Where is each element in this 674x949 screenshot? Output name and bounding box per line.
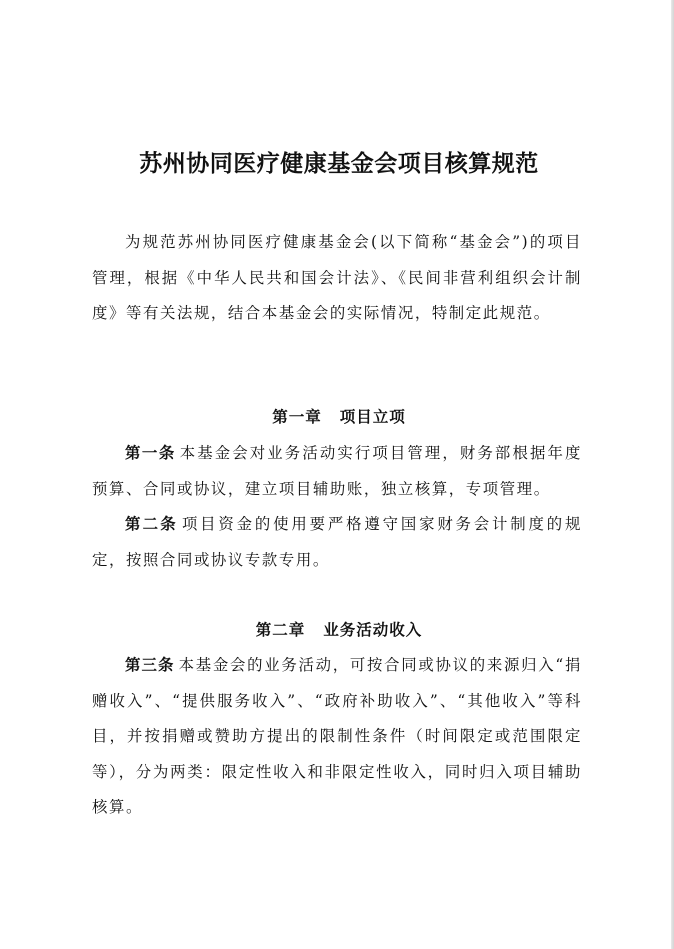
article-1-text: 本基金会对业务活动实行项目管理，财务部根据年度预算、合同或协议，建立项目辅助账，独立核算，专项管理。 (92, 444, 582, 498)
article-2-text: 项目资金的使用要严格遵守国家财务会计制度的规定，按照合同或协议专款专用。 (92, 515, 582, 569)
article-3-text: 本基金会的业务活动，可按合同或协议的来源归入“捐赠收入”、“提供服务收入”、“政府补助收入”、“其他收入”等科目，并按捐赠或赞助方提出的限制性条件（时间限定或范围限定等），分为两类：限定性收入和非限定性收入，同时归入项目辅助核算。 (92, 656, 582, 816)
article-1-label: 第一条 (125, 444, 176, 462)
chapter-2-heading (92, 615, 586, 645)
document-title: 苏州协同医疗健康基金会项目核算规范 (139, 150, 539, 177)
article-2-paragraph (92, 507, 582, 578)
article-1-paragraph (92, 436, 582, 507)
chapter-1-heading (92, 402, 586, 432)
preamble-paragraph: 为规范苏州协同医疗健康基金会(以下简称“基金会”)的项目管理，根据《中华人民共和国会计法》、《民间非营利组织会计制度》等有关法规，结合本基金会的实际情况，特制定此规范。 (92, 233, 582, 322)
chapter-1-name: 项目立项 (339, 407, 406, 426)
chapter-2-number: 第二章 (255, 620, 306, 639)
article-2-label: 第二条 (125, 515, 178, 533)
chapter-1-number: 第一章 (272, 407, 322, 426)
article-3-label: 第三条 (125, 656, 175, 674)
article-3-paragraph (92, 648, 582, 826)
chapter-2-name: 业务活动收入 (323, 620, 423, 639)
